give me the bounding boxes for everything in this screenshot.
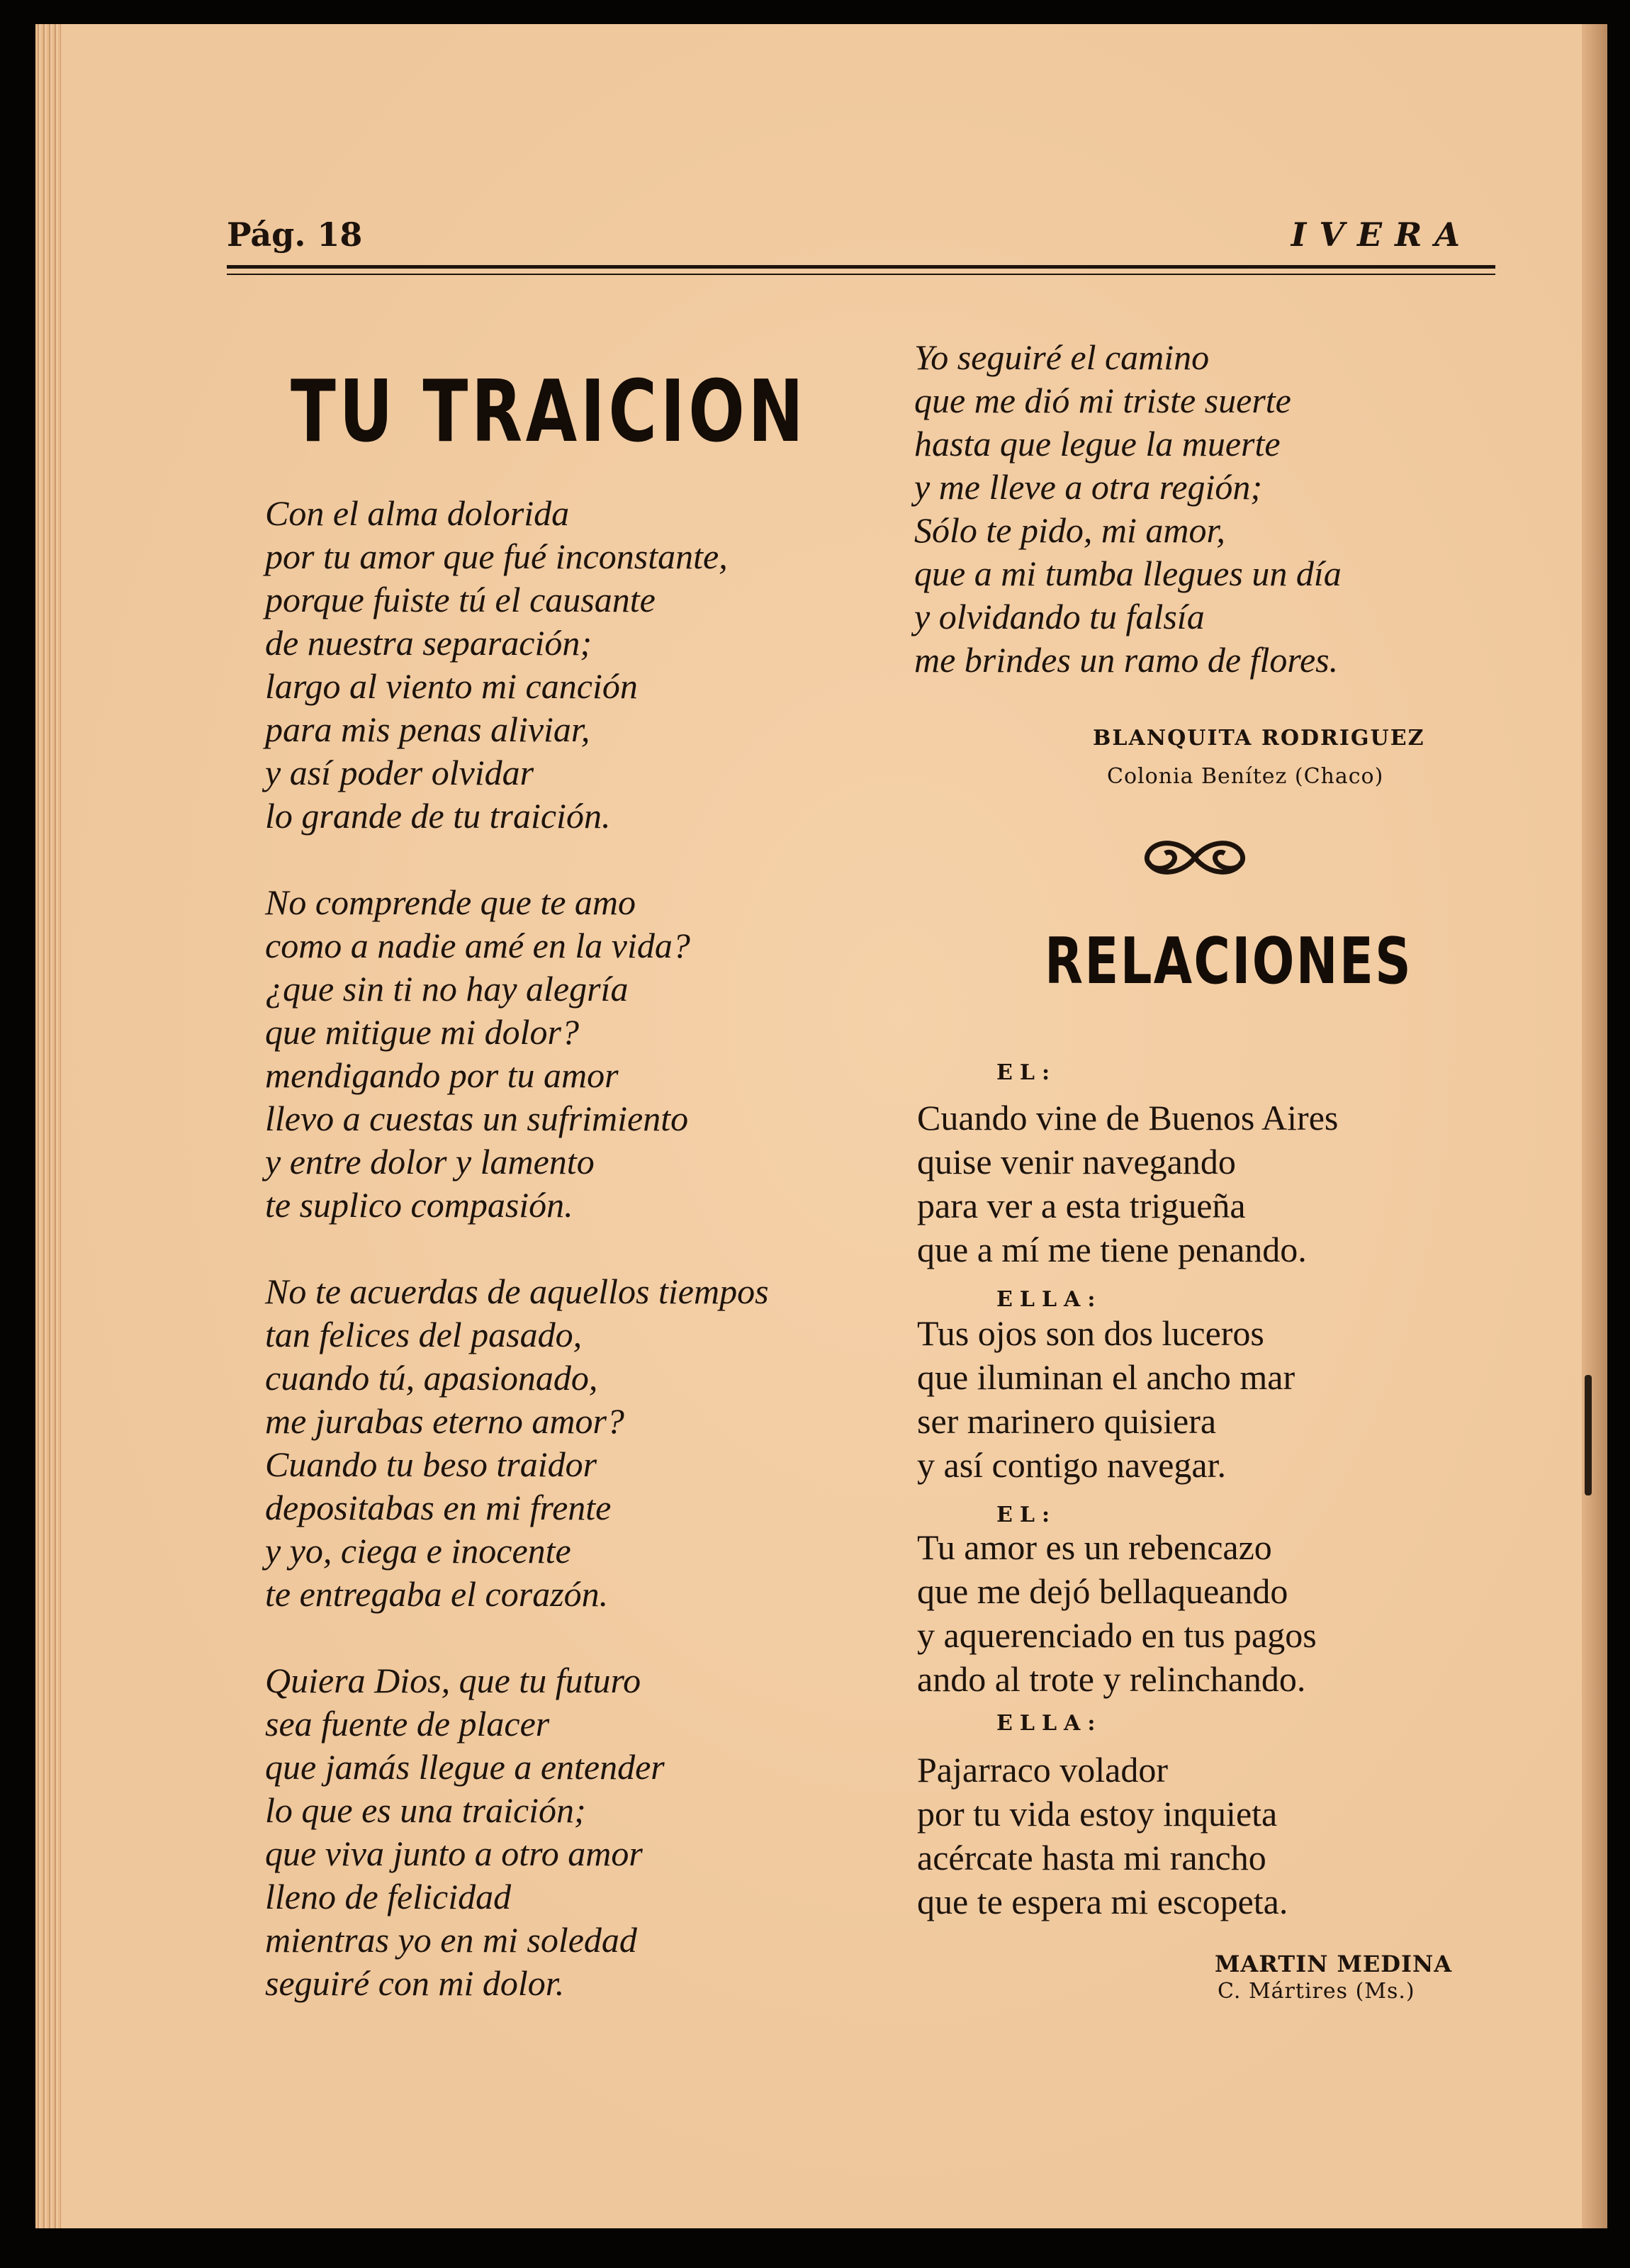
poem-line: porque fuiste tú el causante [265,580,656,619]
verse-line: Cuando vine de Buenos Aires [917,1098,1339,1138]
poem-line: mendigando por tu amor [265,1055,619,1095]
poem-line: mientras yo en mi soledad [265,1920,637,1960]
poem-line: que mitigue mi dolor? [265,1012,580,1052]
verse-line: y aquerenciado en tus pagos [917,1615,1317,1655]
verse-author: MARTIN MEDINA [1215,1950,1453,1977]
verse-line: Tu amor es un rebencazo [917,1527,1272,1567]
stanza [265,1659,769,2005]
poem-line: te entregaba el corazón. [265,1574,609,1614]
poem-line: No te acuerdas de aquellos tiempos [265,1271,769,1311]
verse-line: por tu vida estoy inquieta [917,1794,1278,1834]
poem-line: como a nadie amé en la vida? [265,926,690,965]
poem-line: llevo a cuestas un sufrimiento [265,1099,689,1138]
page-edge-left [35,24,61,2228]
binding-thread [1585,1453,1592,1495]
verse-author-place: C. Mártires (Ms.) [1218,1979,1415,2004]
magazine-name: IVERA [1291,215,1473,254]
stanza [265,492,769,838]
speaker-label: EL: [996,1060,1057,1085]
verse-line: acércate hasta mi rancho [917,1838,1266,1877]
poem-line: lo grande de tu traición. [265,796,611,836]
speaker-label: EL: [996,1503,1057,1527]
poem-line: me brindes un ramo de flores. [914,640,1339,680]
verse-line: que a mí me tiene penando. [917,1230,1307,1269]
poem-line: lo que es una traición; [265,1790,586,1830]
stanza [265,881,769,1227]
verse-line: para ver a esta trigueña [917,1186,1246,1225]
verse [917,1096,1338,1271]
poem-line: seguiré con mi dolor. [265,1963,565,2003]
verse-line: que me dejó bellaqueando [917,1571,1288,1611]
verse [917,1525,1317,1701]
poem-line: y me lleve a otra región; [914,467,1263,507]
poem-line: por tu amor que fué inconstante, [265,537,728,576]
poem-line: te suplico compasión. [265,1185,573,1225]
verse-line: quise venir navegando [917,1142,1236,1181]
poem-line: Con el alma dolorida [265,493,570,533]
poem-line: que a mi tumba llegues un día [914,554,1342,593]
poem-line: y yo, ciega e inocente [265,1531,571,1571]
poem-line: cuando tú, apasionado, [265,1358,598,1398]
poem-line: Cuando tu beso traidor [265,1444,597,1484]
poem-line: ¿que sin ti no hay alegría [265,969,629,1009]
poem-line: lleno de felicidad [265,1877,512,1916]
poem-line: hasta que legue la muerte [914,424,1281,464]
poem-line: y así poder olvidar [265,753,534,792]
verse-line: Tus ojos son dos luceros [917,1313,1264,1353]
poem-line: que me dió mi triste suerte [914,381,1291,420]
magazine-page [35,24,1607,2228]
poem-line: largo al viento mi canción [265,666,638,706]
page-number: Pág. 18 [227,215,363,254]
verse [917,1311,1295,1487]
poem-title: TU TRAICION [291,363,807,461]
poem-body [265,492,769,2048]
poem-line: Yo seguiré el camino [914,337,1210,377]
poem-continuation [914,336,1342,682]
verse-line: que iluminan el ancho mar [917,1357,1295,1397]
poem-line: y olvidando tu falsía [914,597,1205,636]
poem-line: Sólo te pido, mi amor, [914,510,1225,550]
poem-line: tan felices del pasado, [265,1315,583,1354]
verse-line: ando al trote y relinchando. [917,1659,1306,1699]
poem-line: me jurabas eterno amor? [265,1401,624,1441]
speaker-label: ELLA: [996,1287,1103,1312]
poem-line: No comprende que te amo [265,882,636,922]
poem-line: para mis penas aliviar, [265,709,590,749]
ornament-divider-icon [1138,829,1252,886]
stanza [265,1270,769,1616]
speaker-label: ELLA: [996,1711,1103,1736]
poem-line: que viva junto a otro amor [265,1834,643,1873]
poem-line: de nuestra separación; [265,623,592,663]
poem-line: sea fuente de placer [265,1704,550,1744]
header-rule [227,265,1495,269]
verse-line: que te espera mi escopeta. [917,1882,1288,1921]
header-rule-thin [227,274,1495,275]
verse-line: y así contigo navegar. [917,1445,1226,1485]
verse-line: Pajarraco volador [917,1750,1169,1790]
binding-thread [1585,1375,1592,1460]
section-title: RELACIONES [1045,924,1413,999]
poem-line: depositabas en mi frente [265,1488,612,1527]
poem-author-place: Colonia Benítez (Chaco) [1107,764,1384,789]
verse [917,1748,1288,1924]
poem-line: que jamás llegue a entender [265,1747,665,1787]
page-edge-right [1582,24,1607,2228]
poem-line: Quiera Dios, que tu futuro [265,1661,641,1700]
poem-line: y entre dolor y lamento [265,1142,595,1181]
verse-line: ser marinero quisiera [917,1401,1217,1441]
poem-author: BLANQUITA RODRIGUEZ [1093,726,1425,751]
